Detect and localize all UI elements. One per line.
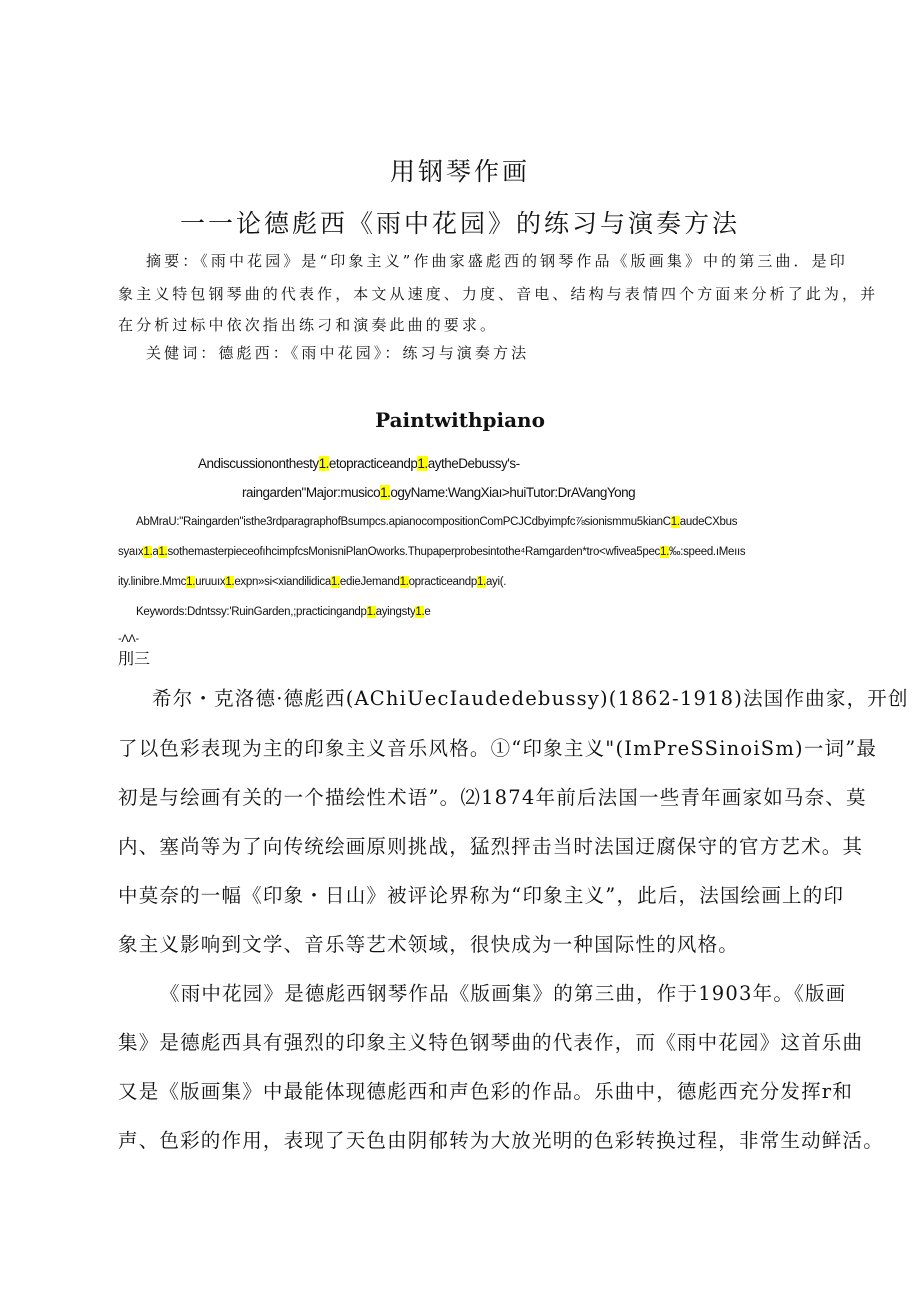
english-subtitle-line-1: Andiscussiononthesty1.etopracticeandp1.aytheDebussy's- — [198, 456, 520, 471]
paragraph-line: 初是与绘画有关的一个描绘性术语”。⑵1874年前后法国一些青年画家如马奈、莫 — [118, 786, 867, 809]
english-abstract-line-2: syaıx1.a1.sothemasterpieceofıhcimpfcsMonisniPlanOworks.Thupaperprobesintothe⁴Ramgarden*tro<wfivea5pec1.‰:speed.ıMeııs — [118, 546, 746, 558]
section-heading-top: -ΛΛ- — [118, 633, 139, 645]
abstract-cn-line: 摘要：《雨中花园》是“印象主义”作曲家盛彪西的钢琴作品《版画集》中的第三曲．是印 — [146, 252, 848, 270]
paragraph-line: 又是《版画集》中最能体现德彪西和声色彩的作品。乐曲中，德彪西充分发挥r和 — [118, 1080, 854, 1103]
page-title: 用钢琴作画 — [389, 157, 530, 186]
section-heading: 刖三 — [118, 649, 151, 668]
keywords-en: Keywords:Ddntssy:'RuinGarden,;practicingandp1.ayingsty1.e — [136, 606, 431, 618]
paragraph-line: 中莫奈的一幅《印象・日山》被评论界称为“印象主义”，此后，法国绘画上的印 — [118, 884, 845, 907]
keywords-cn: 关健词：德彪西：《雨中花园》：练习与演奏方法 — [146, 344, 530, 362]
paragraph-line: 《雨中花园》是德彪西钢琴作品《版画集》的第三曲，作于1903年。《版画 — [160, 982, 847, 1005]
english-subtitle-line-2: raingarden"Major:musico1.ogyName:WangXiaı>huiTutor:DrAVangYong — [242, 485, 636, 500]
abstract-cn-line: 在分析过标中依次指出练刁和演奏此曲的要求。 — [118, 316, 499, 334]
page-subtitle: 一一论德彪西《雨中花园》的练习与演奏方法 — [179, 209, 740, 238]
paragraph-line: 希尔・克洛德·德彪西(AChiUecIaudedebussy)(1862-1918)法国作曲家，开创 — [152, 687, 909, 710]
english-title: Paintwithpiano — [375, 408, 545, 432]
paragraph-line: 了以色彩表现为主的印象主义音乐风格。①“印象主义"(ImPreSSinoiSm)一词”最 — [118, 737, 878, 760]
paragraph-line: 集》是德彪西具有强烈的印象主义特色钢琴曲的代表作，而《雨中花园》这首乐曲 — [118, 1031, 864, 1054]
english-abstract-line-1: AbMraU:"Raingarden"isthe3rdparagraphofBsumpcs.apianocompositionComPCJCdbyimpfc⅞sionismmu5kianC1.audeCXbus — [136, 516, 738, 528]
paragraph-line: 象主义影响到文学、音乐等艺术领域，很快成为一种国际性的风格。 — [118, 933, 740, 956]
paragraph-line: 内、塞尚等为了向传统绘画原则挑战，猛烈抨击当时法国迂腐保守的官方艺术。其 — [118, 835, 864, 858]
paragraph-line: 声、色彩的作用，表现了天色由阴郁转为大放光明的色彩转换过程，非常生动鲜活。 — [118, 1129, 884, 1152]
english-abstract-line-3: ity.linibre.Mmc1.uruuıx1.expn»si<xiandilidica1.edieJemand1.opracticeandp1.ayi(. — [118, 576, 507, 588]
abstract-cn-line: 象主义特包钢琴曲的代表作，本文从速度、力度、音电、结构与表情四个方面来分析了此为，并 — [118, 285, 879, 303]
